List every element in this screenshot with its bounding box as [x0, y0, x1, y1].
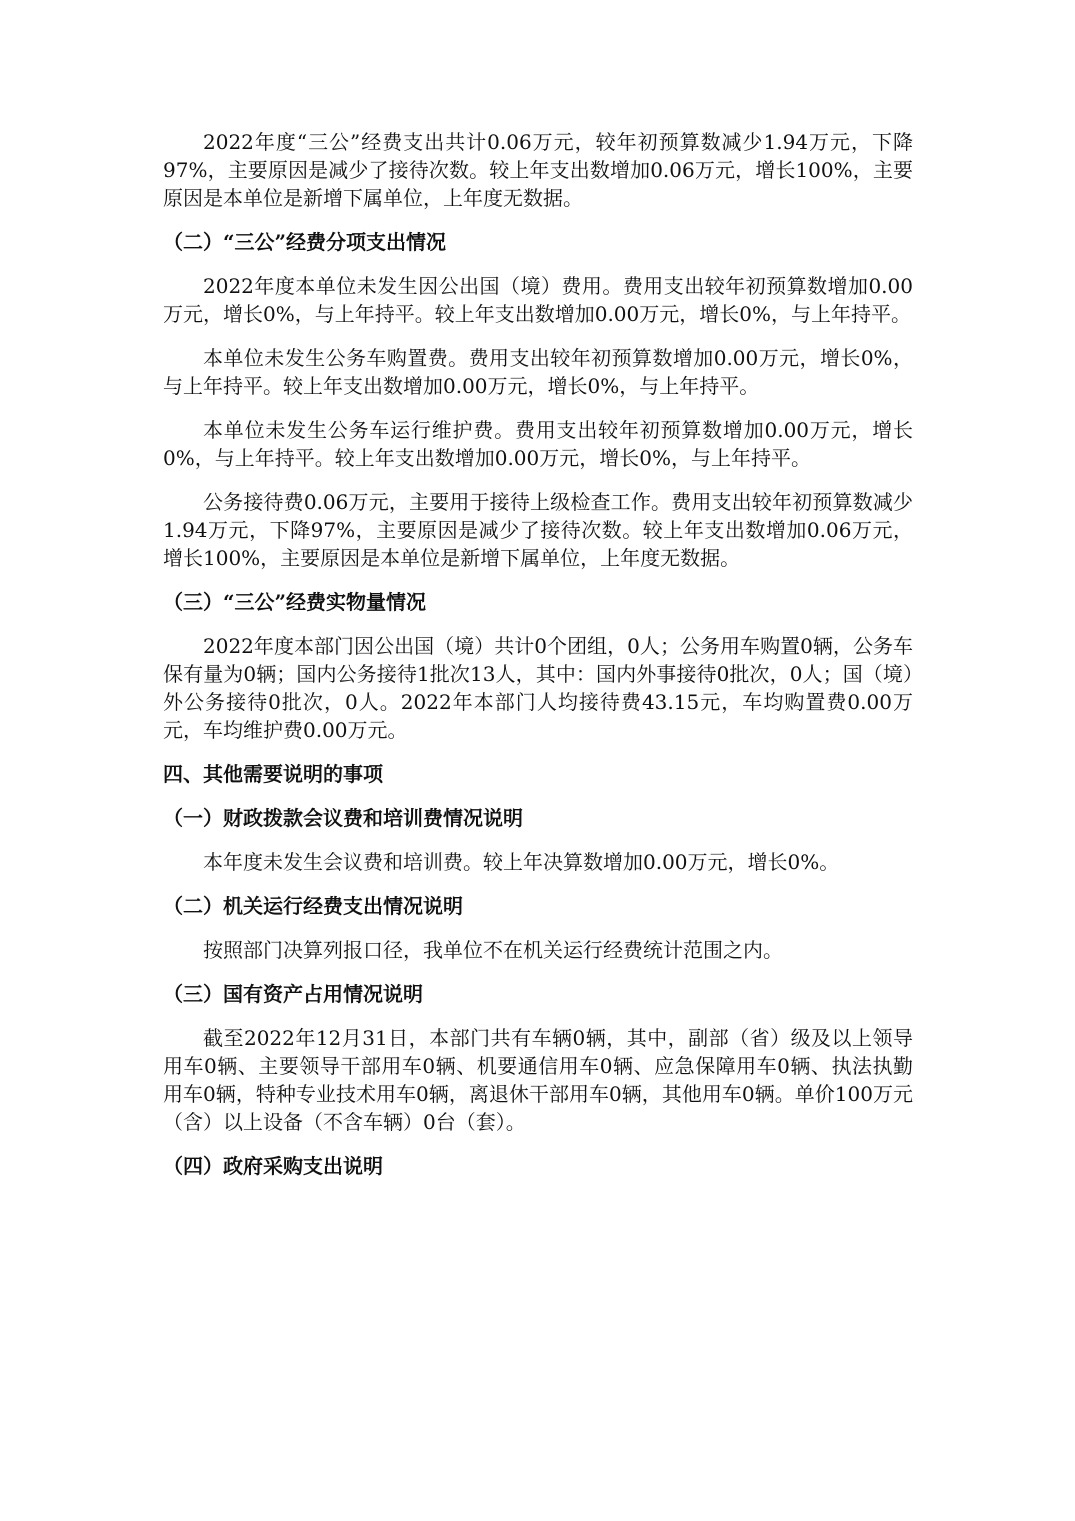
heading-state-assets: （三）国有资产占用情况说明 [163, 982, 423, 1006]
heading-procurement: （四）政府采购支出说明 [163, 1154, 383, 1178]
paragraph-physical-quantity: 2022年度本部门因公出国（境）共计0个团组，0人；公务用车购置0辆，公务车保有量为0辆；国内公务接待1批次13人，其中：国内外事接待0批次，0人；国（境）外公务接待0批次，0人。2022年本部门人均接待费43.15元，车均购置费0.00万元，车均维护费0.00万元。 [163, 634, 913, 742]
heading-sangong-physical: （三）“三公”经费实物量情况 [163, 590, 427, 614]
paragraph-meeting-training: 本年度未发生会议费和培训费。较上年决算数增加0.00万元，增长0%。 [203, 850, 840, 874]
heading-operating-expenses: （二）机关运行经费支出情况说明 [163, 894, 463, 918]
document-page [163, 128, 913, 1196]
paragraph-vehicle-maintenance: 本单位未发生公务车运行维护费。费用支出较年初预算数增加0.00万元，增长0%，与上年持平。较上年支出数增加0.00万元，增长0%，与上年持平。 [163, 418, 913, 470]
paragraph-vehicle-purchase: 本单位未发生公务车购置费。费用支出较年初预算数增加0.00万元，增长0%，与上年持平。较上年支出数增加0.00万元，增长0%，与上年持平。 [163, 346, 913, 398]
heading-meeting-training: （一）财政拨款会议费和培训费情况说明 [163, 806, 523, 830]
paragraph-reception: 公务接待费0.06万元，主要用于接待上级检查工作。费用支出较年初预算数减少1.94万元，下降97%，主要原因是减少了接待次数。较上年支出数增加0.06万元，增长100%，主要原因是本单位是新增下属单位，上年度无数据。 [163, 490, 913, 570]
paragraph-overseas-travel: 2022年度本单位未发生因公出国（境）费用。费用支出较年初预算数增加0.00万元，增长0%，与上年持平。较上年支出数增加0.00万元，增长0%，与上年持平。 [163, 274, 913, 326]
paragraph-sangong-total: 2022年度“三公”经费支出共计0.06万元，较年初预算数减少1.94万元，下降97%，主要原因是减少了接待次数。较上年支出数增加0.06万元，增长100%，主要原因是本单位是新增下属单位，上年度无数据。 [163, 130, 913, 210]
heading-sangong-itemized: （二）“三公”经费分项支出情况 [163, 230, 447, 254]
paragraph-state-assets: 截至2022年12月31日，本部门共有车辆0辆，其中，副部（省）级及以上领导用车0辆、主要领导干部用车0辆、机要通信用车0辆、应急保障用车0辆、执法执勤用车0辆，特种专业技术用车0辆，离退休干部用车0辆，其他用车0辆。单价100万元（含）以上设备（不含车辆）0台（套）。 [163, 1026, 913, 1134]
paragraph-operating-expenses: 按照部门决算列报口径，我单位不在机关运行经费统计范围之内。 [203, 938, 783, 962]
heading-other-matters: 四、其他需要说明的事项 [163, 762, 383, 786]
